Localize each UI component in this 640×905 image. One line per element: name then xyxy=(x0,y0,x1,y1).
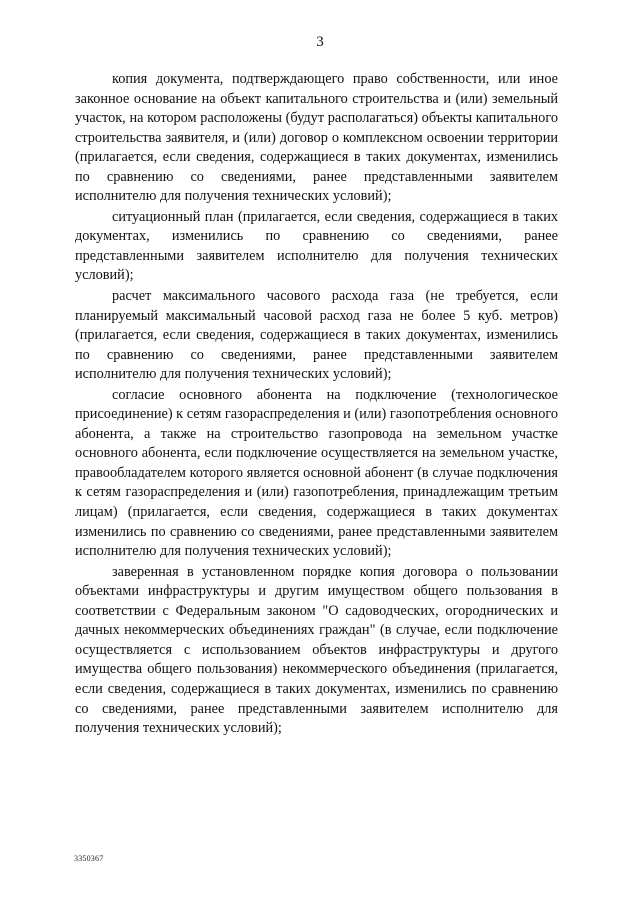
paragraph-infrastructure-agreement: заверенная в установленном порядке копия договора о пользовании объектами инфраструктуры и другим имуществом общего пользования в соответствии с Федеральным законом "О садоводческих, огороднических и дачных некоммерческих объединениях граждан" (в случае, если подключение осуществляется с использованием объектов инфраструктуры и другого имущества общего пользования) некоммерческого объединения (прилагается, если сведения, содержащиеся в таких документах, изменились по сравнению со сведениями, ранее представленными заявителем исполнителю для получения технических условий); xyxy=(75,563,558,737)
page-number: 3 xyxy=(316,34,324,50)
document-id: 3350367 xyxy=(74,854,104,863)
paragraph-situation-plan: ситуационный план (прилагается, если сведения, содержащиеся в таких документах, изменились по сравнению со сведениями, ранее представленными заявителем исполнителю для получения технических условий); xyxy=(75,208,558,284)
document-body xyxy=(75,70,558,740)
paragraph-main-subscriber-consent: согласие основного абонента на подключение (технологическое присоединение) к сетям газораспределения и (или) газопотребления основного абонента, а также на строительство газопровода на земельном участке основного абонента, если подключение осуществляется на земельном участке, правообладателем которого является основной абонент (в случае подключения к сетям газораспределения и (или) газопотребления, принадлежащим третьим лицам) (прилагается, если сведения, содержащиеся в таких документах изменились по сравнению со сведениями, ранее представленными заявителем исполнителю для получения технических условий); xyxy=(75,386,559,560)
paragraph-gas-consumption-calculation: расчет максимального часового расхода газа (не требуется, если планируемый максимальный часовой расход газа не более 5 куб. метров) (прилагается, если сведения, содержащиеся в таких документах, изменились по сравнению со сведениями, ранее представленными заявителем исполнителю для получения технических условий); xyxy=(75,288,558,383)
paragraph-ownership-document: копия документа, подтверждающего право собственности, или иное законное основание на объект капитального строительства и (или) земельный участок, на котором расположены (будут располагаться) объекты капитального строительства заявителя, и (или) договор о комплексном освоении территории (прилагается, если сведения, содержащиеся в таких документах, изменились по сравнению со сведениями, ранее представленными заявителем исполнителю для получения технических условий); xyxy=(75,71,558,205)
